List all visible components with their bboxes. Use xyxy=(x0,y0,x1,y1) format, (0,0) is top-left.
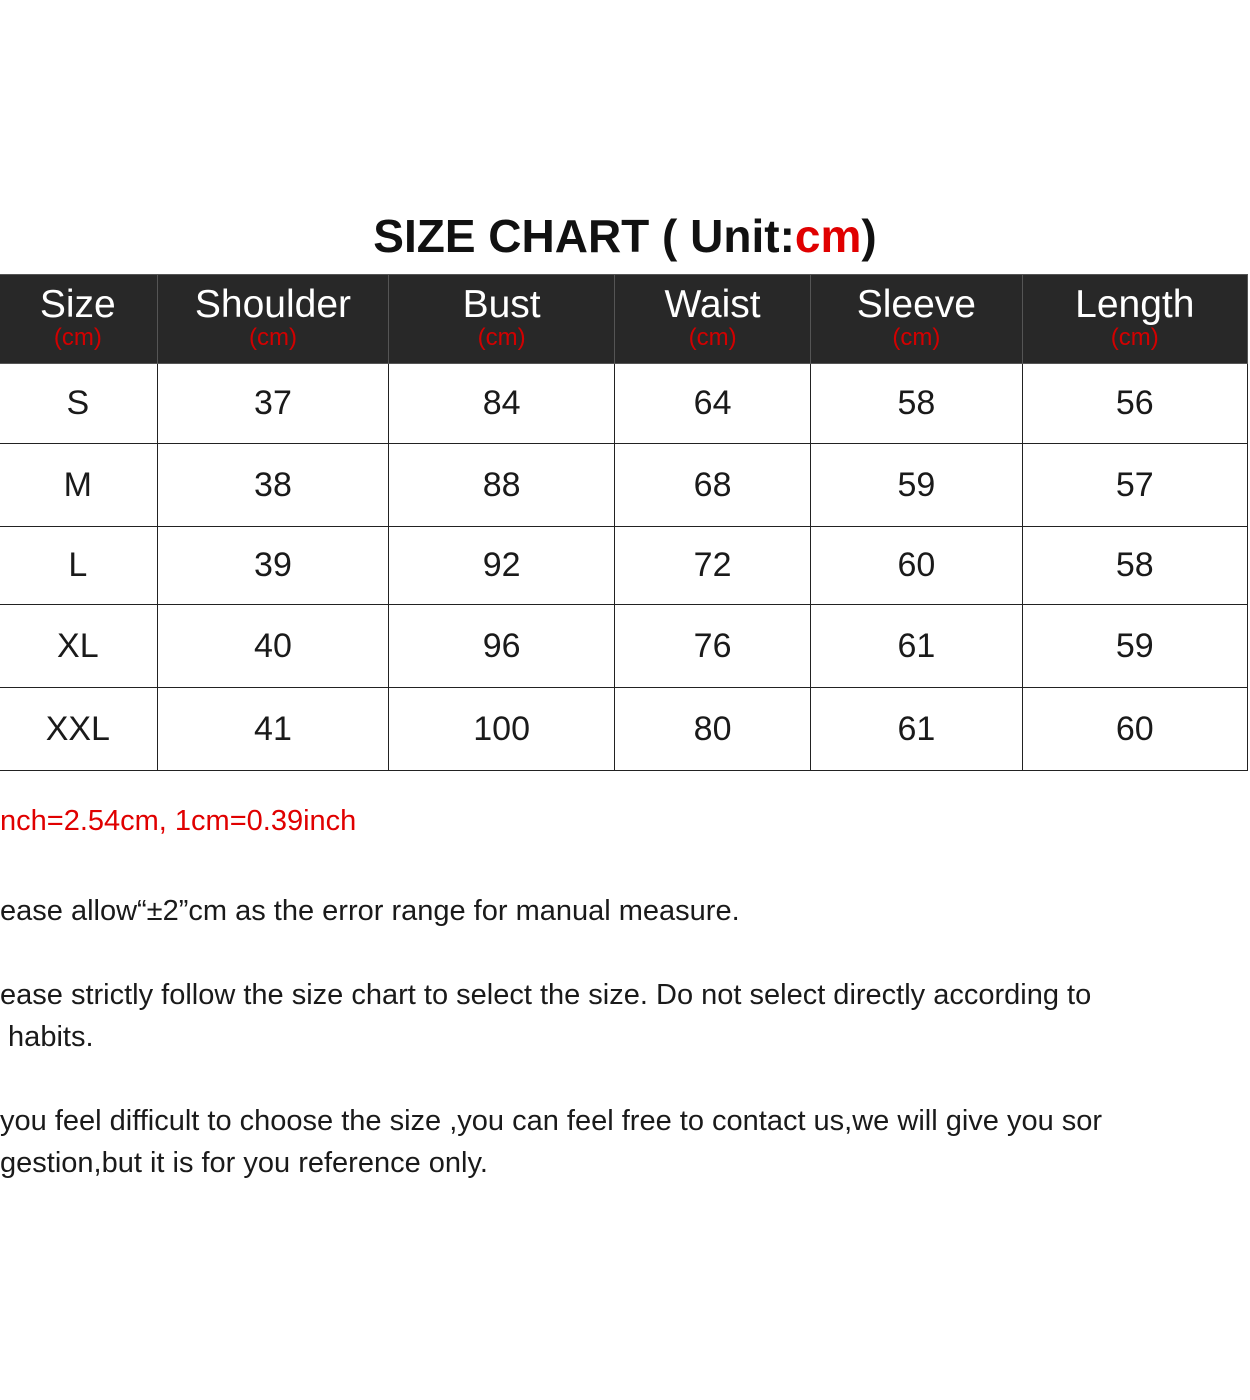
cell-shoulder: 37 xyxy=(157,364,389,444)
title-unit: cm xyxy=(794,210,862,262)
size-chart-table xyxy=(0,274,1248,771)
cell-sleeve: 61 xyxy=(811,605,1022,688)
title-suffix: ) xyxy=(861,210,877,262)
cell-length: 60 xyxy=(1022,688,1247,771)
cell-waist: 80 xyxy=(614,688,810,771)
cell-bust: 88 xyxy=(389,444,615,527)
contact-note-line1: you feel difficult to choose the size ,you can feel free to contact us,we will give you sor xyxy=(0,1105,1103,1137)
cell-waist: 76 xyxy=(614,605,810,688)
header-waist xyxy=(614,275,810,364)
cell-size: XXL xyxy=(0,688,157,771)
table-row xyxy=(0,688,1248,771)
cell-sleeve: 59 xyxy=(811,444,1022,527)
header-unit: (cm) xyxy=(688,324,737,351)
cell-sleeve: 61 xyxy=(811,688,1022,771)
title-prefix: SIZE CHART ( Unit: xyxy=(373,210,795,262)
header-row xyxy=(0,275,1248,364)
cell-size: M xyxy=(0,444,157,527)
header-bust xyxy=(389,275,615,364)
cell-bust: 96 xyxy=(389,605,615,688)
header-label: Sleeve xyxy=(856,283,976,326)
contact-note xyxy=(0,1100,1102,1184)
header-length xyxy=(1022,275,1247,364)
cell-size: S xyxy=(0,364,157,444)
cell-shoulder: 40 xyxy=(157,605,389,688)
header-label: Waist xyxy=(664,283,761,326)
header-label: Length xyxy=(1075,283,1195,326)
table-row xyxy=(0,364,1248,444)
header-unit: (cm) xyxy=(477,324,526,351)
header-label: Size xyxy=(39,283,116,326)
header-unit: (cm) xyxy=(248,324,297,351)
header-unit: (cm) xyxy=(1110,324,1159,351)
cell-waist: 64 xyxy=(614,364,810,444)
cell-bust: 92 xyxy=(389,527,615,605)
cell-sleeve: 58 xyxy=(811,364,1022,444)
cell-bust: 84 xyxy=(389,364,615,444)
size-selection-note xyxy=(0,974,1091,1058)
header-sleeve xyxy=(811,275,1022,364)
size-selection-note-line1: ease strictly follow the size chart to select the size. Do not select directly according to xyxy=(0,979,1092,1011)
header-shoulder xyxy=(157,275,389,364)
cell-length: 58 xyxy=(1022,527,1247,605)
header-label: Shoulder xyxy=(194,283,352,326)
cell-length: 59 xyxy=(1022,605,1247,688)
cell-waist: 72 xyxy=(614,527,810,605)
cell-length: 56 xyxy=(1022,364,1247,444)
cell-bust: 100 xyxy=(389,688,615,771)
cell-length: 57 xyxy=(1022,444,1247,527)
header-unit: (cm) xyxy=(53,324,102,351)
size-selection-note-line2: habits. xyxy=(0,1021,94,1053)
size-chart-title xyxy=(0,206,1250,266)
unit-conversion-note: nch=2.54cm, 1cm=0.39inch xyxy=(0,805,357,837)
cell-shoulder: 39 xyxy=(157,527,389,605)
table-row xyxy=(0,605,1248,688)
cell-shoulder: 38 xyxy=(157,444,389,527)
header-label: Bust xyxy=(462,283,541,326)
header-size xyxy=(0,275,157,364)
cell-size: L xyxy=(0,527,157,605)
cell-size: XL xyxy=(0,605,157,688)
table-row xyxy=(0,444,1248,527)
cell-shoulder: 41 xyxy=(157,688,389,771)
cell-waist: 68 xyxy=(614,444,810,527)
table-row xyxy=(0,527,1248,605)
contact-note-line2: gestion,but it is for you reference only. xyxy=(0,1147,488,1179)
header-unit: (cm) xyxy=(892,324,941,351)
measurement-error-note: ease allow“±2”cm as the error range for manual measure. xyxy=(0,895,740,927)
cell-sleeve: 60 xyxy=(811,527,1022,605)
